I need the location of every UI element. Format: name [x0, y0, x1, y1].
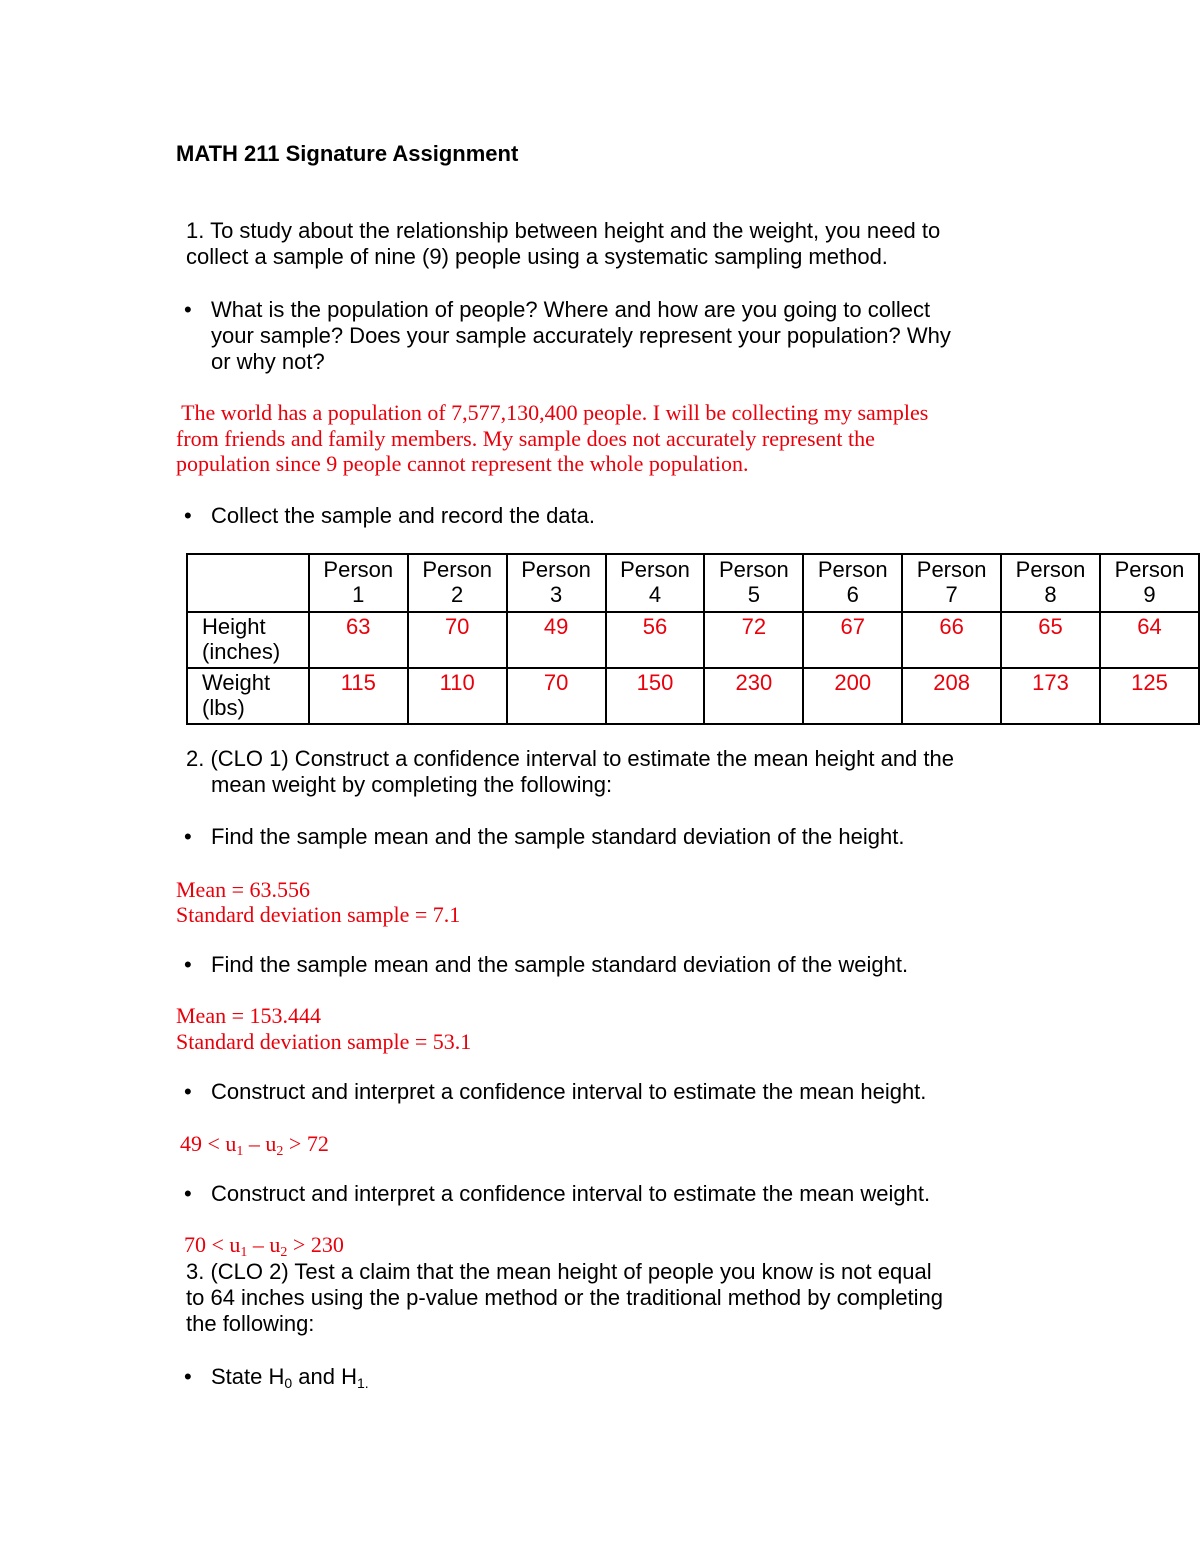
page-title: MATH 211 Signature Assignment [176, 141, 519, 166]
table-row [187, 668, 1199, 724]
table-cell: 125 [1100, 668, 1199, 724]
table-cell: 173 [1001, 668, 1100, 724]
header-word: Person [422, 557, 493, 582]
q1-text-line2: collect a sample of nine (9) people using a systematic sampling method. [186, 244, 888, 269]
q1-text-line1: 1. To study about the relationship between height and the weight, you need to [186, 218, 941, 243]
row-label [187, 668, 309, 724]
row-label-line: (inches) [202, 639, 281, 664]
weight-sd: Standard deviation sample = 53.1 [176, 1029, 472, 1054]
q2-bullet-ci-height: Construct and interpret a confidence interval to estimate the mean height. [211, 1079, 927, 1104]
bullet-icon: • [184, 297, 192, 322]
table-cell: 200 [803, 668, 902, 724]
h0-subscript: 0 [284, 1375, 293, 1391]
header-word: Person [718, 557, 789, 582]
table-header-cell [507, 554, 606, 612]
header-word: Person [1015, 557, 1086, 582]
q1-bullet1-line3: or why not? [211, 349, 325, 374]
state-text: State H [211, 1364, 285, 1389]
table-corner-cell [187, 554, 309, 612]
table-cell: 72 [704, 612, 803, 668]
q2-bullet-ci-weight: Construct and interpret a confidence interval to estimate the mean weight. [211, 1181, 931, 1206]
q1-answer-line3: population since 9 people cannot represent the whole population. [176, 451, 749, 476]
table-cell: 150 [606, 668, 705, 724]
height-sd: Standard deviation sample = 7.1 [176, 902, 461, 927]
bullet-icon: • [184, 1364, 192, 1389]
header-num: 4 [648, 582, 662, 607]
bullet-icon: • [184, 824, 192, 849]
header-word: Person [323, 557, 394, 582]
table-header-cell [1100, 554, 1199, 612]
q1-bullet1-line2: your sample? Does your sample accurately represent your population? Why [211, 323, 951, 348]
row-label-line: Weight [202, 670, 271, 695]
ci-height: $49 < u_1 - u_2 > 72$ [180, 1131, 329, 1159]
q2-bullet-height: Find the sample mean and the sample standard deviation of the height. [211, 824, 905, 849]
header-word: Person [620, 557, 690, 582]
q3-line2: to 64 inches using the p-value method or the traditional method by completing [186, 1285, 944, 1310]
table-header-cell [803, 554, 902, 612]
table-cell: 65 [1001, 612, 1100, 668]
q2-line1: 2. (CLO 1) Construct a confidence interval to estimate the mean height and the [186, 746, 954, 771]
bullet-icon: • [184, 1181, 192, 1206]
table-cell: 67 [803, 612, 902, 668]
table-cell: 110 [408, 668, 507, 724]
q3-line1: 3. (CLO 2) Test a claim that the mean height of people you know is not equal [186, 1259, 932, 1284]
table-cell: 70 [507, 668, 606, 724]
q1-bullet2: Collect the sample and record the data. [211, 503, 596, 528]
table-header-cell [704, 554, 803, 612]
row-label [187, 612, 309, 668]
table-header-cell [1001, 554, 1100, 612]
bullet-icon: • [184, 952, 192, 977]
table-cell: 64 [1100, 612, 1199, 668]
table-cell: 70 [408, 612, 507, 668]
q2-bullet-weight: Find the sample mean and the sample standard deviation of the weight. [211, 952, 909, 977]
ci-weight-upper: 230 [310, 1232, 344, 1257]
h1-subscript: 1. [357, 1375, 369, 1391]
header-word: Person [916, 557, 987, 582]
q3-line3: the following: [186, 1311, 315, 1336]
header-word: Person [521, 557, 591, 582]
row-label-line: Height [202, 614, 266, 639]
q1-answer-line2: from friends and family members. My sample does not accurately represent the [176, 426, 875, 451]
ci-weight-lower: 70 [184, 1232, 206, 1257]
header-word: Person [1114, 557, 1185, 582]
q2-line2: mean weight by completing the following: [211, 772, 613, 797]
q1-answer-line1: The world has a population of 7,577,130,400 people. I will be collecting my samples [176, 400, 929, 425]
row-label-line: (lbs) [202, 695, 245, 720]
bullet-icon: • [184, 503, 192, 528]
and-text: and H [292, 1364, 357, 1389]
header-num: 2 [451, 582, 464, 607]
table-cell: 49 [507, 612, 606, 668]
header-num: 7 [945, 582, 958, 607]
data-table [186, 553, 1200, 725]
table-cell: 56 [606, 612, 705, 668]
header-num: 6 [846, 582, 859, 607]
table-header-row [187, 554, 1199, 612]
bullet-icon: • [184, 1079, 192, 1104]
header-word: Person [817, 557, 888, 582]
table-cell: 230 [704, 668, 803, 724]
table-header-cell [309, 554, 408, 612]
header-num: 8 [1044, 582, 1057, 607]
q1-bullet1-line1: What is the population of people? Where and how are you going to collect [211, 297, 931, 322]
header-num: 5 [747, 582, 760, 607]
ci-height-upper: 72 [306, 1131, 329, 1156]
q3-bullet-state [211, 1364, 369, 1390]
table-cell: 115 [309, 668, 408, 724]
table-row [187, 612, 1199, 668]
ci-height-lower: 49 [180, 1131, 202, 1156]
header-num: 1 [352, 582, 365, 607]
weight-mean: Mean = 153.444 [176, 1003, 321, 1028]
height-mean: Mean = 63.556 [176, 877, 310, 902]
table-cell: 66 [902, 612, 1001, 668]
table-cell: 63 [309, 612, 408, 668]
header-num: 3 [549, 582, 563, 607]
header-num: 9 [1143, 582, 1156, 607]
ci-weight: $70 < u_1 - u_2 > 230$ [184, 1232, 344, 1260]
table-header-cell [606, 554, 705, 612]
table-cell: 208 [902, 668, 1001, 724]
table-header-cell [408, 554, 507, 612]
table-header-cell [902, 554, 1001, 612]
